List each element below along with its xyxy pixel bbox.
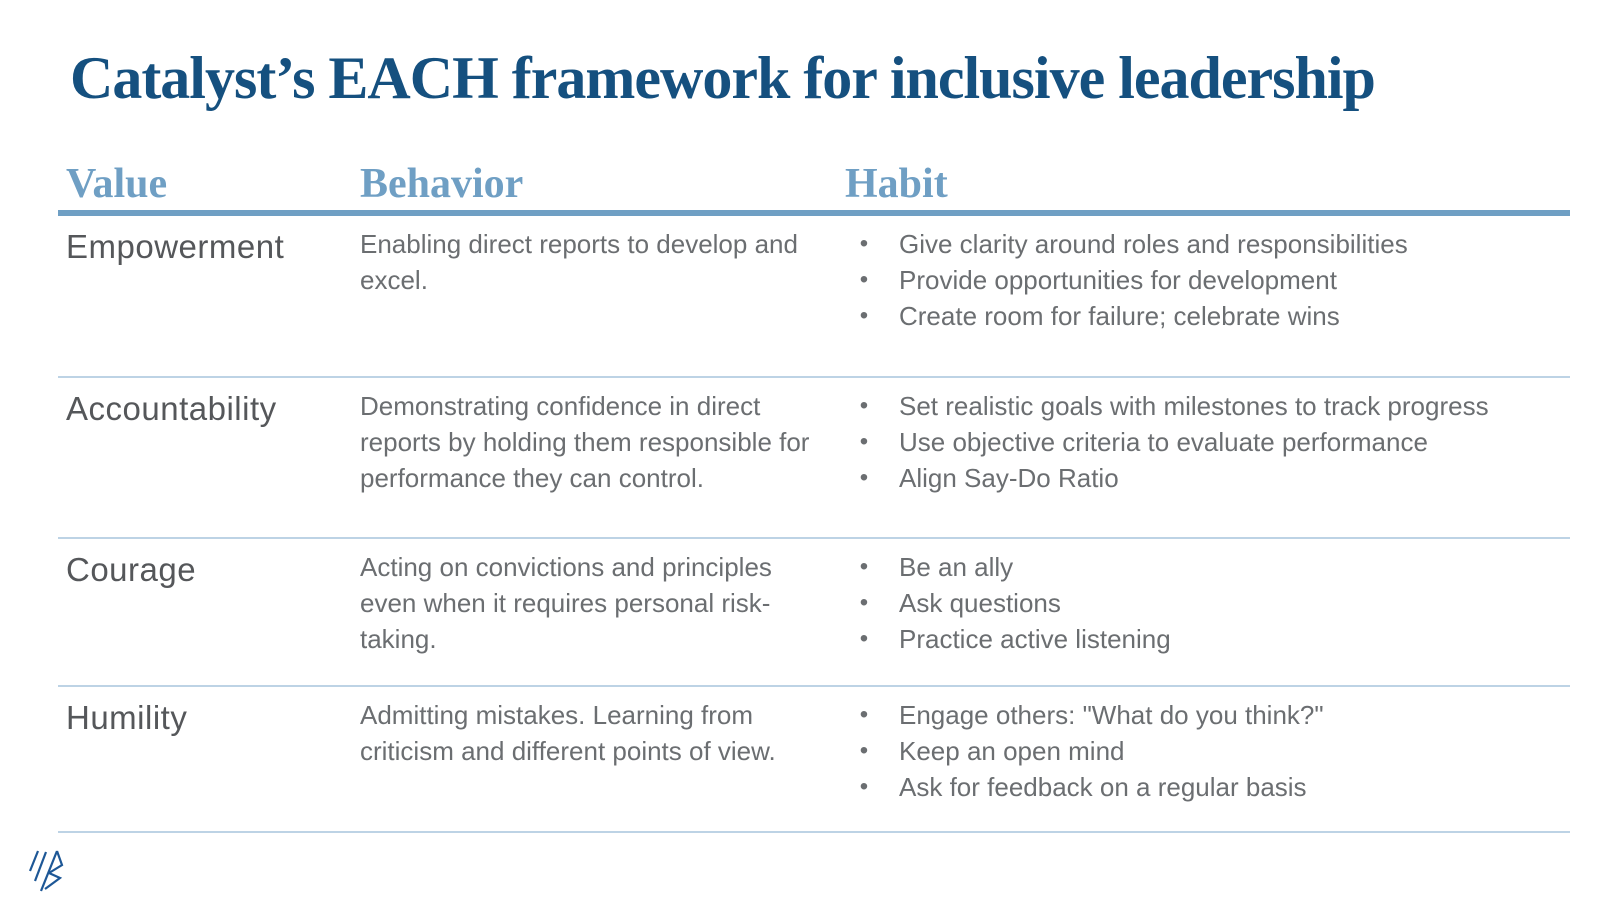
column-header-value: Value: [66, 161, 168, 207]
bullet-icon: •: [859, 428, 869, 455]
habit-text: Ask questions: [899, 588, 1061, 618]
habit-text: Provide opportunities for development: [899, 265, 1337, 295]
brand-logo-icon: [24, 845, 64, 895]
habit-text: Use objective criteria to evaluate performance: [899, 427, 1428, 457]
value-cell: Empowerment: [66, 228, 285, 265]
habit-text: Be an ally: [899, 552, 1014, 582]
behavior-cell: Demonstrating confidence in direct reports by holding them responsible for performance they can control.: [360, 391, 810, 493]
behavior-cell: Admitting mistakes. Learning from criticism and different points of view.: [360, 700, 776, 766]
bullet-icon: •: [859, 701, 869, 728]
behavior-cell: Enabling direct reports to develop and excel.: [360, 229, 798, 295]
habit-text: Engage others: "What do you think?": [899, 700, 1324, 730]
value-cell: Courage: [66, 551, 197, 588]
table-row: [58, 378, 1570, 539]
habit-item: [845, 621, 1570, 657]
table-row: [58, 539, 1570, 687]
bullet-icon: •: [859, 464, 869, 491]
habit-text: Ask for feedback on a regular basis: [899, 772, 1307, 802]
bullet-icon: •: [859, 737, 869, 764]
habit-item: [845, 226, 1570, 262]
habit-text: Give clarity around roles and responsibilities: [899, 229, 1408, 259]
value-cell: Humility: [66, 699, 188, 736]
habit-text: Set realistic goals with milestones to track progress: [899, 391, 1489, 421]
value-cell: Accountability: [66, 390, 277, 427]
habit-item: [845, 460, 1570, 496]
page-title: Catalyst’s EACH framework for inclusive leadership: [70, 45, 1375, 111]
bullet-icon: •: [859, 625, 869, 652]
habit-text: Keep an open mind: [899, 736, 1125, 766]
column-header-habit: Habit: [845, 161, 948, 207]
habit-item: [845, 733, 1570, 769]
column-header-behavior: Behavior: [360, 161, 524, 207]
habit-list: [845, 697, 1570, 831]
slide: [0, 42, 1600, 900]
habit-item: [845, 298, 1570, 334]
habit-list: [845, 549, 1570, 685]
habit-item: [845, 769, 1570, 805]
bullet-icon: •: [859, 230, 869, 257]
bullet-icon: •: [859, 773, 869, 800]
bullet-icon: •: [859, 553, 869, 580]
habit-item: [845, 262, 1570, 298]
habit-item: [845, 388, 1570, 424]
bullet-icon: •: [859, 266, 869, 293]
bullet-icon: •: [859, 302, 869, 329]
habit-item: [845, 697, 1570, 733]
habit-list: [845, 388, 1570, 537]
habit-item: [845, 549, 1570, 585]
habit-item: [845, 424, 1570, 460]
habit-text: Create room for failure; celebrate wins: [899, 301, 1340, 331]
table-row: [58, 216, 1570, 378]
habit-item: [845, 585, 1570, 621]
table-body: [58, 216, 1570, 833]
habit-text: Align Say-Do Ratio: [899, 463, 1119, 493]
habit-text: Practice active listening: [899, 624, 1171, 654]
footer: [24, 845, 1600, 895]
table-header-row: [58, 158, 1570, 216]
each-framework-table: [58, 158, 1570, 833]
habit-list: [845, 226, 1570, 376]
table-row: [58, 687, 1570, 833]
bullet-icon: •: [859, 589, 869, 616]
behavior-cell: Acting on convictions and principles even when it requires personal risk-taking.: [360, 552, 772, 654]
bullet-icon: •: [859, 392, 869, 419]
